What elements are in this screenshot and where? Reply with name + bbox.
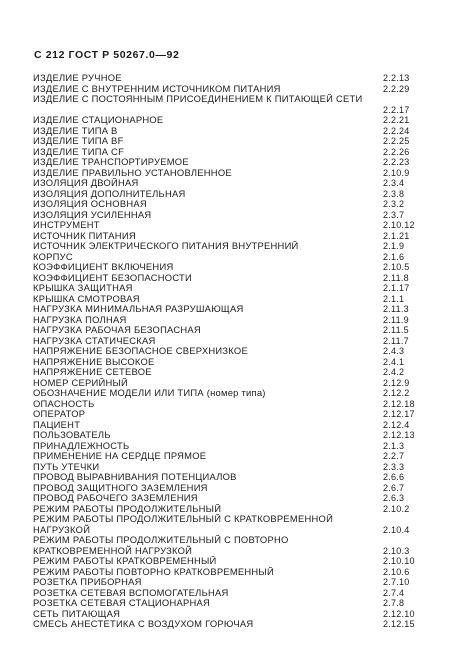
index-entry — [33, 252, 441, 263]
index-entry — [33, 504, 441, 515]
entry-reference: 2.1.1 — [383, 293, 405, 304]
entry-reference: 2.2.17 — [383, 104, 410, 115]
entry-reference: 2.4.2 — [383, 367, 405, 377]
index-entry — [33, 514, 441, 535]
entry-term: ИЗДЕЛИЕ СТАЦИОНАРНОЕ — [33, 115, 164, 125]
entry-term: НАПРЯЖЕНИЕ БЕЗОПАСНОЕ СВЕРХНИЗКОЕ — [33, 346, 248, 356]
entry-reference: 2.12.18 — [383, 398, 415, 409]
entry-term: ИЗДЕЛИЕ ТИПА BF — [33, 136, 124, 146]
entry-reference: 2.1.17 — [383, 283, 410, 293]
entry-term: ПАЦИЕНТ — [33, 419, 81, 430]
entry-reference: 2.2.23 — [383, 157, 410, 167]
index-entry — [33, 588, 441, 599]
index-entry — [33, 430, 441, 441]
index-entry — [33, 567, 441, 578]
entry-term: НАГРУЗКА ПОЛНАЯ — [33, 314, 127, 325]
index-entry — [33, 189, 441, 200]
index-entry — [33, 168, 441, 179]
index-entry — [33, 609, 441, 620]
entry-reference: 2.2.13 — [383, 73, 410, 83]
index-entry — [33, 115, 441, 126]
entry-reference: 2.10.2 — [383, 503, 410, 514]
entry-term: ИЗОЛЯЦИЯ УСИЛЕННАЯ — [33, 209, 152, 220]
entry-reference: 2.7.8 — [383, 598, 405, 608]
entry-term: КРЫШКА ЗАЩИТНАЯ — [33, 283, 133, 293]
entry-term: РЕЖИМ РАБОТЫ ПРОДОЛЖИТЕЛЬНЫЙ С ПОВТОРНО КРАТКОВРЕМЕННОЙ НАГРУЗКОЙ — [33, 535, 289, 556]
entry-reference: 2.3.2 — [383, 199, 405, 209]
index-entry — [33, 493, 441, 504]
entry-term: ОПАСНОСТЬ — [33, 398, 95, 409]
index-entry — [33, 304, 441, 315]
index-entry — [33, 409, 441, 420]
entry-term: ПРИНАДЛЕЖНОСТЬ — [33, 440, 130, 451]
entry-reference: 2.3.3 — [383, 461, 405, 472]
entry-reference: 2.12.2 — [383, 388, 410, 398]
index-entry — [33, 325, 441, 336]
entry-term: ПРОВОД РАБОЧЕГО ЗАЗЕМЛЕНИЯ — [33, 493, 198, 503]
entry-term: ИЗДЕЛИЕ РУЧНОЕ — [33, 73, 122, 83]
entry-term: РЕЖИМ РАБОТЫ ПРОДОЛЖИТЕЛЬНЫЙ С КРАТКОВРЕМЕННОЙ НАГРУЗКОЙ — [33, 514, 334, 535]
index-entry — [33, 577, 441, 588]
index-entry — [33, 220, 441, 231]
entry-reference: 2.11.9 — [383, 314, 409, 325]
entry-term: РОЗЕТКА СЕТЕВАЯ СТАЦИОНАРНАЯ — [33, 598, 211, 608]
entry-term: ИСТОЧНИК ЭЛЕКТРИЧЕСКОГО ПИТАНИЯ ВНУТРЕННИЙ — [33, 241, 299, 251]
entry-reference: 2.6.6 — [383, 472, 405, 482]
index-entry — [33, 294, 441, 305]
entry-reference: 2.10.6 — [383, 566, 410, 577]
index-entry — [33, 441, 441, 452]
index-entry — [33, 231, 441, 242]
entry-term: ПОЛЬЗОВАТЕЛЬ — [33, 430, 111, 440]
entry-reference: 2.11.8 — [383, 272, 409, 283]
index-entry — [33, 472, 441, 483]
entry-term: ПУТЬ УТЕЧКИ — [33, 461, 100, 472]
entry-term: ИЗДЕЛИЕ С ПОСТОЯННЫМ ПРИСОЕДИНЕНИЕМ К ПИТАЮЩЕЙ СЕТИ — [33, 94, 363, 104]
entry-term: КОЭФФИЦИЕНТ БЕЗОПАСНОСТИ — [33, 272, 192, 283]
index-entry — [33, 199, 441, 210]
index-entry — [33, 346, 441, 357]
index-entry — [33, 388, 441, 399]
index-entry — [33, 399, 441, 410]
entry-reference: 2.6.3 — [383, 493, 405, 503]
entry-term: КОРПУС — [33, 251, 73, 262]
entry-reference: 2.2.25 — [383, 136, 410, 146]
page-header: С 212 ГОСТ Р 50267.0—92 — [34, 49, 180, 61]
entry-term: ИЗДЕЛИЕ ТРАНСПОРТИРУЕМОЕ — [33, 157, 189, 167]
entry-reference: 2.4.3 — [383, 346, 405, 356]
entry-term: НАГРУЗКА СТАТИЧЕСКАЯ — [33, 335, 156, 346]
index-entry — [33, 357, 441, 368]
entry-reference: 2.11.5 — [383, 325, 409, 335]
entry-reference: 2.2.21 — [383, 115, 410, 125]
index-entry — [33, 126, 441, 137]
index-entry — [33, 451, 441, 462]
entry-reference: 2.12.13 — [383, 430, 415, 440]
entry-reference: 2.1.3 — [383, 440, 405, 451]
entry-reference: 2.7.10 — [383, 577, 410, 587]
entry-term: ИЗДЕЛИЕ ТИПА В — [33, 125, 118, 136]
entry-term: НАПРЯЖЕНИЕ ВЫСОКОЕ — [33, 356, 155, 367]
index-entry — [33, 336, 441, 347]
entry-term: ИЗОЛЯЦИЯ ДОПОЛНИТЕЛЬНАЯ — [33, 188, 186, 199]
entry-reference: 2.11.3 — [383, 304, 409, 314]
entry-reference: 2.10.3 — [383, 545, 410, 556]
index-entry — [33, 136, 441, 147]
entry-reference: 2.12.4 — [383, 419, 410, 430]
index-entry — [33, 367, 441, 378]
entry-reference: 2.1.6 — [383, 251, 405, 262]
entry-term: ИЗДЕЛИЕ ТИПА CF — [33, 146, 125, 157]
entry-term: НАГРУЗКА РАБОЧАЯ БЕЗОПАСНАЯ — [33, 325, 201, 335]
entry-term: ИЗОЛЯЦИЯ ДВОЙНАЯ — [33, 178, 139, 188]
entry-term: ПРОВОД ЗАЩИТНОГО ЗАЗЕМЛЕНИЯ — [33, 482, 208, 493]
index-entry — [33, 535, 441, 556]
entry-reference: 2.10.4 — [383, 524, 410, 535]
index-entry — [33, 262, 441, 273]
entry-reference: 2.6.7 — [383, 482, 405, 493]
index-entry — [33, 147, 441, 158]
entry-reference: 2.2.24 — [383, 125, 410, 136]
entry-term: ПРОВОД ВЫРАВНИВАНИЯ ПОТЕНЦИАЛОВ — [33, 472, 237, 482]
index-entry — [33, 73, 441, 84]
term-index-list — [33, 73, 441, 630]
entry-reference: 2.10.5 — [383, 262, 410, 272]
entry-reference: 2.3.8 — [383, 188, 405, 199]
entry-reference: 2.3.4 — [383, 178, 405, 188]
entry-reference: 2.1.21 — [383, 230, 410, 241]
entry-reference: 2.12.9 — [383, 377, 410, 388]
index-entry — [33, 94, 441, 115]
entry-term: ИЗДЕЛИЕ С ВНУТРЕННИМ ИСТОЧНИКОМ ПИТАНИЯ — [33, 83, 281, 94]
entry-reference: 2.2.7 — [383, 451, 405, 461]
index-entry — [33, 619, 441, 630]
entry-term: ИЗОЛЯЦИЯ ОСНОВНАЯ — [33, 199, 147, 209]
entry-term: ОБОЗНАЧЕНИЕ МОДЕЛИ ИЛИ ТИПА (номер типа) — [33, 388, 266, 398]
index-entry — [33, 178, 441, 189]
index-entry — [33, 420, 441, 431]
entry-term: СМЕСЬ АНЕСТЕТИКА С ВОЗДУХОМ ГОРЮЧАЯ — [33, 619, 254, 629]
entry-term: НАГРУЗКА МИНИМАЛЬНАЯ РАЗРУШАЮЩАЯ — [33, 304, 244, 314]
index-entry — [33, 241, 441, 252]
entry-term: ИСТОЧНИК ПИТАНИЯ — [33, 230, 136, 241]
entry-term: РЕЖИМ РАБОТЫ ПРОДОЛЖИТЕЛЬНЫЙ — [33, 503, 222, 514]
index-entry — [33, 84, 441, 95]
entry-reference: 2.10.10 — [383, 556, 415, 566]
index-entry — [33, 283, 441, 294]
entry-term: НАПРЯЖЕНИЕ СЕТЕВОЕ — [33, 367, 152, 377]
index-entry — [33, 210, 441, 221]
entry-term: КРЫШКА СМОТРОВАЯ — [33, 293, 140, 304]
entry-reference: 2.7.4 — [383, 587, 405, 598]
entry-term: ОПЕРАТОР — [33, 409, 86, 419]
entry-reference: 2.12.15 — [383, 619, 415, 629]
entry-term: СЕТЬ ПИТАЮЩАЯ — [33, 608, 121, 619]
index-entry — [33, 157, 441, 168]
entry-term: ПРИМЕНЕНИЕ НА СЕРДЦЕ ПРЯМОЕ — [33, 451, 207, 461]
entry-reference: 2.12.10 — [383, 608, 415, 619]
index-entry — [33, 378, 441, 389]
index-entry — [33, 598, 441, 609]
entry-reference: 2.2.29 — [383, 83, 410, 94]
entry-term: ИНСТРУМЕНТ — [33, 220, 100, 230]
entry-reference: 2.3.7 — [383, 209, 405, 220]
entry-term: РОЗЕТКА СЕТЕВАЯ ВСПОМОГАТЕЛЬНАЯ — [33, 587, 229, 598]
index-entry — [33, 483, 441, 494]
entry-reference: 2.12.17 — [383, 409, 415, 419]
entry-term: НОМЕР СЕРИЙНЫЙ — [33, 377, 129, 388]
entry-term: ИЗДЕЛИЕ ПРАВИЛЬНО УСТАНОВЛЕННОЕ — [33, 167, 232, 178]
entry-reference: 2.10.9 — [383, 167, 410, 178]
index-entry — [33, 273, 441, 284]
index-entry — [33, 556, 441, 567]
index-entry — [33, 462, 441, 473]
entry-term: РОЗЕТКА ПРИБОРНАЯ — [33, 577, 142, 587]
entry-term: РЕЖИМ РАБОТЫ ПОВТОРНО КРАТКОВРЕМЕННЫЙ — [33, 566, 274, 577]
entry-reference: 2.1.9 — [383, 241, 405, 251]
entry-reference: 2.10.12 — [383, 220, 415, 230]
entry-term: КОЭФФИЦИЕНТ ВКЛЮЧЕНИЯ — [33, 262, 174, 272]
entry-term: РЕЖИМ РАБОТЫ КРАТКОВРЕМЕННЫЙ — [33, 556, 217, 566]
entry-reference: 2.4.1 — [383, 356, 405, 367]
entry-reference: 2.2.26 — [383, 146, 410, 157]
index-entry — [33, 315, 441, 326]
entry-reference: 2.11.7 — [383, 335, 409, 346]
